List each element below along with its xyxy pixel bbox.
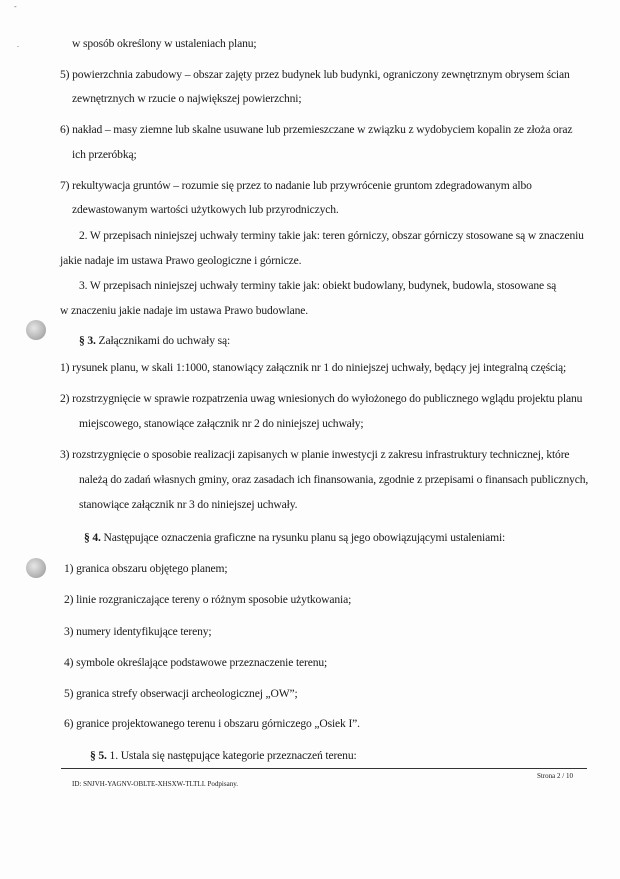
- footer-divider: [61, 768, 587, 769]
- scan-mark: .: [17, 40, 19, 49]
- section-title: Następujące oznaczenia graficzne na rysunku planu są jego obowiązującymi ustaleniami:: [100, 531, 506, 544]
- definition-item-5: 5) powierzchnia zabudowy – obszar zajęty przez budynek lub budynki, ograniczony zewnętrznym obrysem ścian: [60, 68, 570, 81]
- text-line: stanowiące załącznik nr 3 do niniejszej uchwały.: [79, 498, 298, 511]
- attachment-item-1: 1) rysunek planu, w skali 1:1000, stanowiący załącznik nr 1 do niniejszej uchwały, będący jej integralną częścią;: [60, 361, 567, 374]
- text-line: w znaczeniu jakie nadaje im ustawa Prawo budowlane.: [60, 304, 308, 317]
- section-title: 1. Ustala się następujące kategorie przeznaczeń terenu:: [106, 749, 357, 762]
- designation-item-6: 6) granice projektowanego terenu i obszaru górniczego „Osiek I”.: [64, 717, 360, 730]
- punch-hole: [26, 558, 46, 578]
- designation-item-1: 1) granica obszaru objętego planem;: [64, 562, 228, 575]
- definition-item-7: 7) rekultywacja gruntów – rozumie się przez to nadanie lub przywrócenie gruntom zdegradowanym albo: [60, 179, 532, 192]
- paragraph-2: 2. W przepisach niniejszej uchwały terminy takie jak: teren górniczy, obszar górniczy stosowane są w znaczeniu: [79, 229, 584, 242]
- text-line: jakie nadaje im ustawa Prawo geologiczne i górnicze.: [60, 254, 302, 267]
- section-3-heading: [79, 334, 230, 348]
- punch-hole: [26, 320, 46, 340]
- text-line: należą do zadań własnych gminy, oraz zasadach ich finansowania, zgodnie z przepisami o finansach publicznych,: [79, 473, 589, 486]
- attachment-item-3: 3) rozstrzygnięcie o sposobie realizacji zapisanych w planie inwestycji z zakresu infrastruktury technicznej, które: [60, 448, 570, 461]
- text-line: zewnętrznych w rzucie o największej powierzchni;: [72, 92, 302, 105]
- attachment-item-2: 2) rozstrzygnięcie w sprawie rozpatrzenia uwag wniesionych do wyłożonego do publicznego wglądu projektu planu: [60, 392, 583, 405]
- section-4-heading: [84, 531, 505, 545]
- section-5-heading: [90, 749, 357, 763]
- section-number: § 5.: [90, 749, 107, 762]
- scan-mark: -: [14, 2, 17, 11]
- section-number: § 4.: [84, 531, 101, 544]
- designation-item-4: 4) symbole określające podstawowe przeznaczenie terenu;: [64, 656, 328, 669]
- text-line: zdewastowanym wartości użytkowych lub przyrodniczych.: [72, 203, 339, 216]
- section-title: Załącznikami do uchwały są:: [95, 334, 231, 347]
- text-line: w sposób określony w ustaleniach planu;: [72, 37, 257, 50]
- text-line: miejscowego, stanowiące załącznik nr 2 do niniejszej uchwały;: [79, 417, 364, 430]
- paragraph-3: 3. W przepisach niniejszej uchwały terminy takie jak: obiekt budowlany, budynek, budowla, stosowane są: [79, 279, 557, 292]
- document-id: ID: SNJVH-YAGNV-OBLTE-XHSXW-TLTLI. Podpisany.: [72, 780, 238, 788]
- designation-item-3: 3) numery identyfikujące tereny;: [64, 625, 212, 638]
- designation-item-5: 5) granica strefy obserwacji archeologicznej „OW”;: [64, 687, 298, 700]
- definition-item-6: 6) nakład – masy ziemne lub skalne usuwane lub przemieszczane w związku z wydobyciem kopalin ze złoża oraz: [60, 123, 573, 136]
- section-number: § 3.: [79, 334, 96, 347]
- designation-item-2: 2) linie rozgraniczające tereny o różnym sposobie użytkowania;: [64, 593, 352, 606]
- page-number: Strona 2 / 10: [537, 772, 573, 780]
- text-line: ich przeróbką;: [72, 148, 137, 161]
